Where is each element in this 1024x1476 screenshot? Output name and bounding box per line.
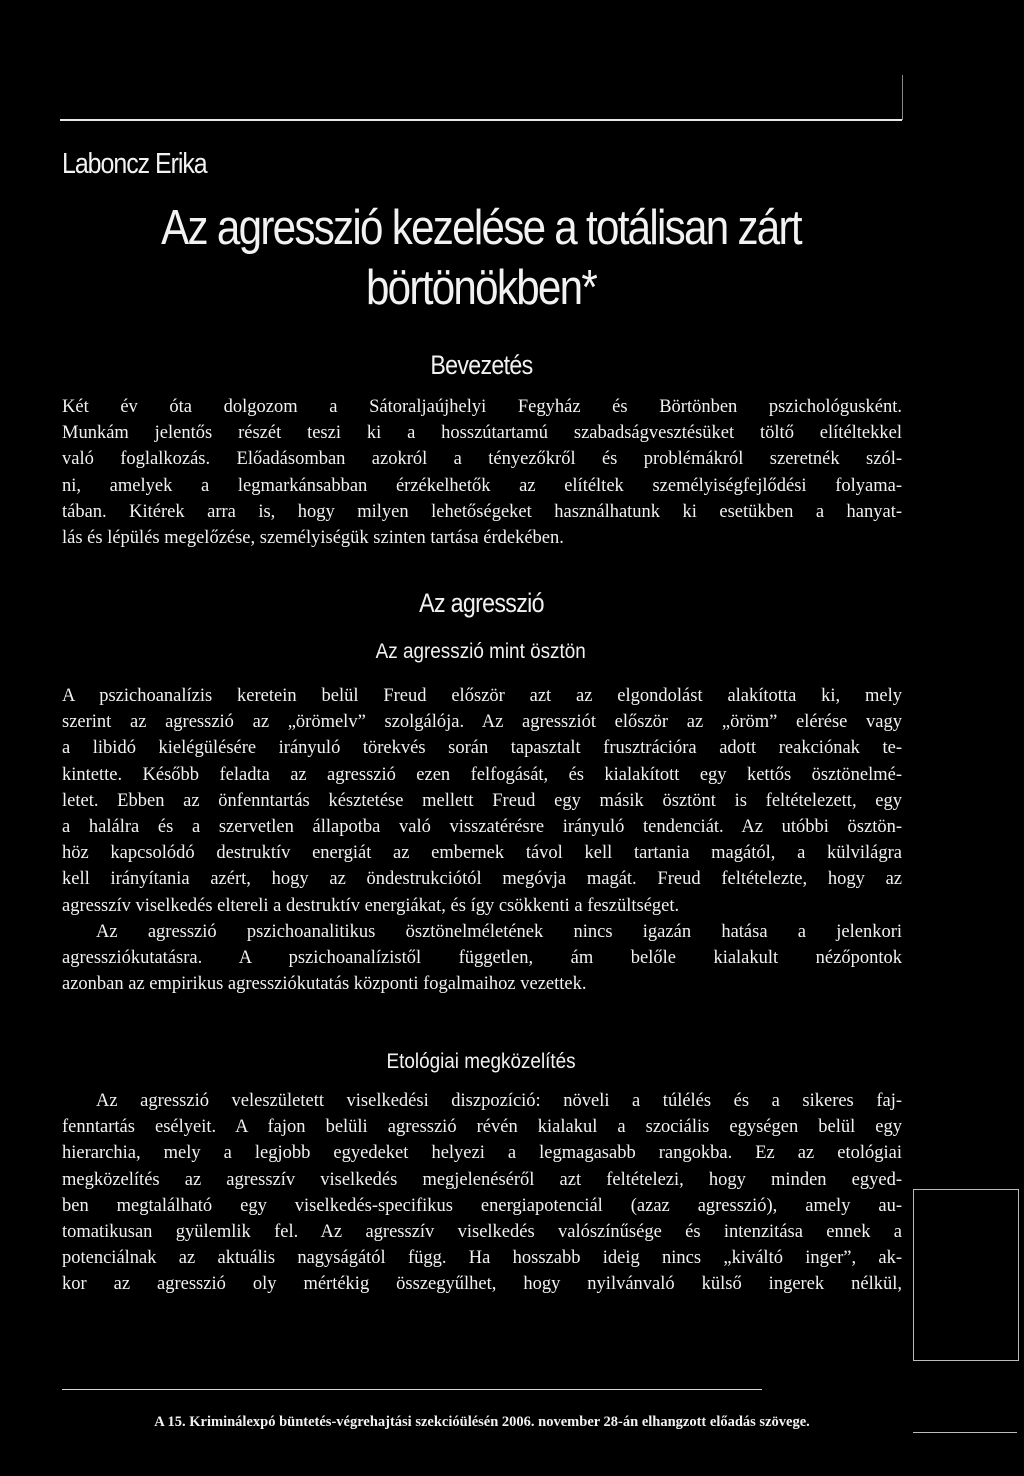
text-line: A pszichoanalízis keretein belül Freud először azt az elgondolást alakította ki, mely xyxy=(62,686,902,706)
text-line: tában. Kitérek arra is, hogy milyen lehetőségeket használhatunk ki esetükben a hanyat- xyxy=(62,501,902,522)
subsection-heading-etologiai: Etológiai megközelítés xyxy=(386,1050,576,1073)
section-heading-agresszio: Az agresszió xyxy=(418,588,544,618)
paragraph-bevezetes xyxy=(62,394,902,551)
side-margin-box xyxy=(913,1189,1019,1361)
text-line: fenntartás esélyeit. A fajon belüli agresszió révén kialakul a szociális egységen belül egy xyxy=(62,1117,902,1138)
text-line: agressziókutatásra. A pszichoanalízistől független, ám belőle kialakult nézőpontok xyxy=(62,948,902,969)
side-margin-rule xyxy=(913,1432,1017,1433)
text-line: a halálra és a szervetlen állapotba való visszatérésre irányuló tendenciát. Az utóbbi ösztön- xyxy=(62,817,902,838)
text-line: Az agresszió pszichoanalitikus ösztönelméletének nincs igazán hatása a jelenkori xyxy=(96,921,902,942)
text-line: a libidó kielégülésére irányuló törekvés során tapasztalt frusztrációra adott reakciónak te- xyxy=(62,738,902,759)
text-line: hierarchia, mely a legjobb egyedeket helyezi a legmagasabb rangokba. Ez az etológiai xyxy=(62,1143,902,1164)
text-line: ben megtalálható egy viselkedés-specifikus energiapotenciál (azaz agresszió), amely au- xyxy=(62,1195,902,1216)
text-line: Munkám jelentős részét teszi ki a hosszútartamú szabadságvesztésüket töltő elítéltekkel xyxy=(62,423,902,444)
footnote: A 15. Kriminálexpó büntetés-végrehajtási szekcióülésén 2006. november 28-án elhangzott előadás szövege. xyxy=(154,1414,810,1430)
text-line: agresszív viselkedés eltereli a destruktív energiákat, és így csökkenti a feszültséget. xyxy=(62,895,680,916)
text-line: ni, amelyek a legmarkánsabban érzékelhetők az elítéltek személyiségfejlődési folyama- xyxy=(62,475,902,496)
text-line: lás és lépülés megelőzése, személyiségük szinten tartása érdekében. xyxy=(62,528,564,549)
text-line: azonban az empirikus agressziókutatás központi fogalmaihoz vezettek. xyxy=(62,974,587,995)
text-line: Az agresszió veleszületett viselkedési diszpozíció: növeli a túlélés és a sikeres faj- xyxy=(96,1091,902,1111)
text-line: való foglalkozás. Előadásomban azokról a tényezőkről és problémákról szeretnék szól- xyxy=(62,449,902,470)
text-line: potenciálnak az aktuális nagyságától függ. Ha hosszabb ideig nincs „kiváltó inger”, ak- xyxy=(62,1248,902,1269)
article-title xyxy=(60,198,902,318)
text-line: kintette. Később feladta az agresszió ezen felfogását, és kialakított egy kettős ösztönelmé- xyxy=(62,764,902,785)
corner-tick xyxy=(902,75,903,120)
paragraph-freud xyxy=(62,683,902,997)
title-line-2: börtönökben* xyxy=(365,261,597,315)
text-line: letet. Ebben az önfenntartás késztetése mellett Freud egy másik ösztönt is feltételezett, egy xyxy=(62,790,902,811)
paragraph-etologiai xyxy=(62,1088,902,1298)
text-line: kor az agresszió oly mértékig összegyűlhet, hogy nyilvánvaló külső ingerek nélkül, xyxy=(62,1274,902,1295)
text-line: megközelítés az agresszív viselkedés megjelenéséről azt feltételezi, hogy minden egyed- xyxy=(62,1169,902,1190)
subsection-heading-oszton: Az agresszió mint ösztön xyxy=(375,640,587,663)
text-line: höz kapcsolódó destruktív energiát az embernek távol kell tartania magától, a külvilágra xyxy=(62,843,902,864)
text-line: szerint az agresszió az „örömelv” szolgálója. Az agressziót először az „öröm” elérése vagy xyxy=(62,712,902,733)
text-line: kell irányítania azért, hogy az öndestrukciótól megóvja magát. Freud feltételezte, hogy az xyxy=(62,869,902,890)
footnote-rule xyxy=(62,1389,762,1390)
section-heading-bevezetes: Bevezetés xyxy=(429,350,533,380)
top-rule xyxy=(60,119,902,121)
text-line: tomatikusan gyülemlik fel. Az agresszív viselkedés valószínűsége és intenzitása ennek a xyxy=(62,1222,902,1243)
title-line-1: Az agresszió kezelése a totálisan zárt xyxy=(161,201,801,255)
author-name: Laboncz Erika xyxy=(62,148,207,180)
text-line: Két év óta dolgozom a Sátoraljaújhelyi Fegyház és Börtönben pszichológusként. xyxy=(62,397,902,417)
